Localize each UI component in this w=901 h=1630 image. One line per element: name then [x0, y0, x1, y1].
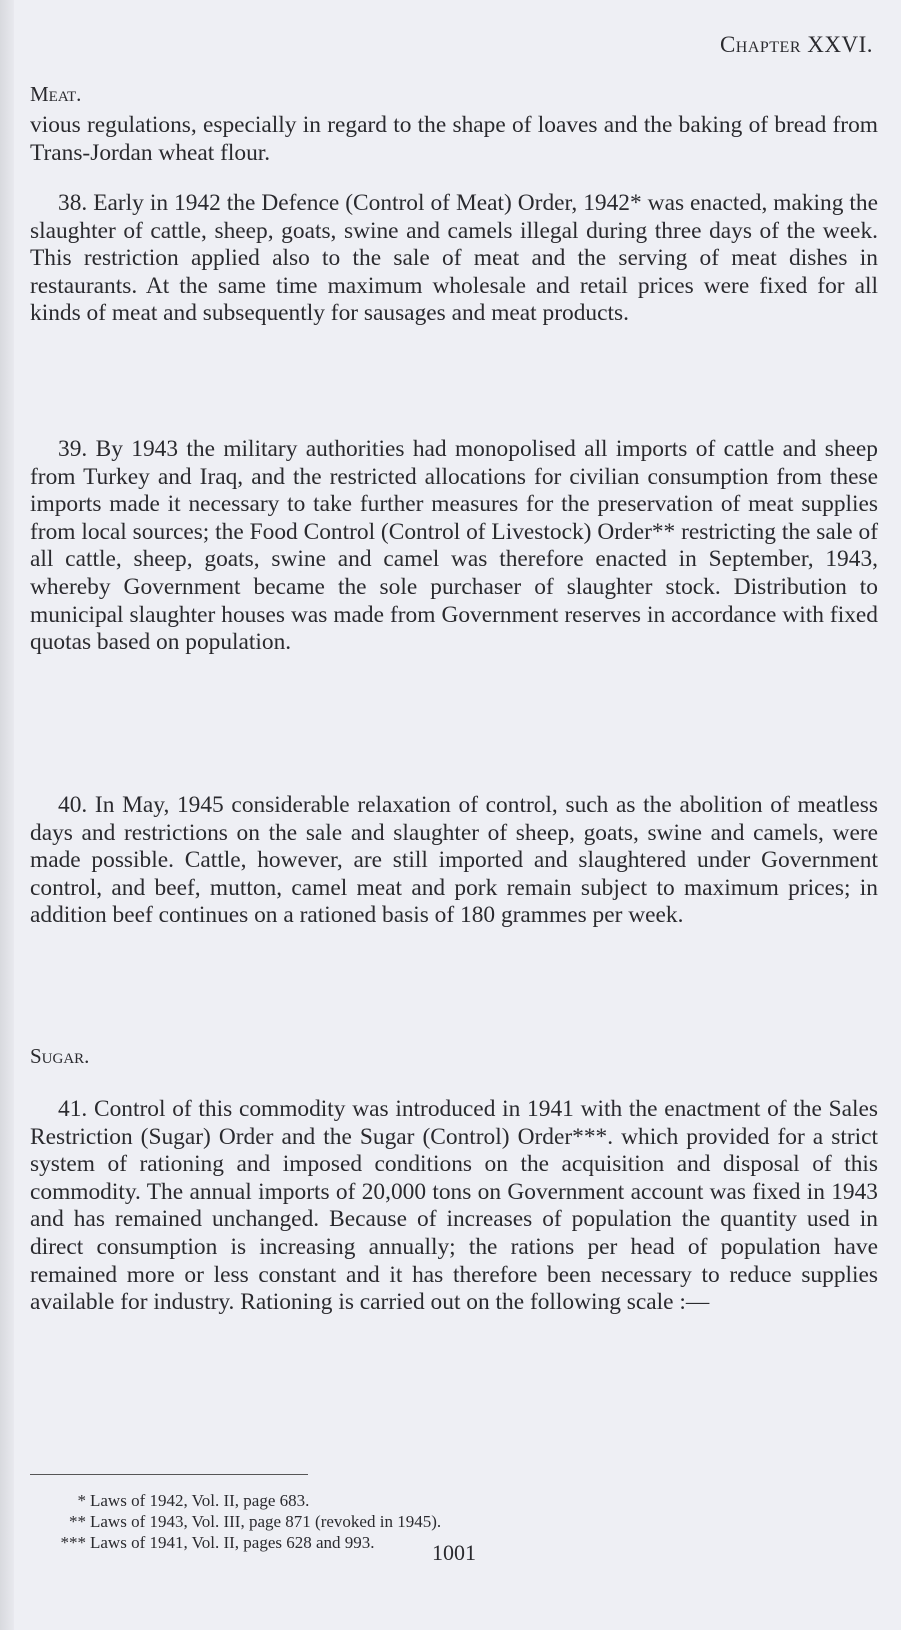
footnote-divider [30, 1474, 308, 1475]
paragraph-text: 40. In May, 1945 considerable relaxation of control, such as the abolition of meatless days and restrictions on the sale and slaughter of sheep, goats, swine and camels, were made possible. Cattle, however, are still imported and slaughtered under Government control, and beef, mutton, camel meat and pork remain subject to maximum prices; in addition beef continues on a rationed basis of 180 grammes per week. [30, 792, 878, 929]
footnote-mark: *** [60, 1533, 86, 1552]
paragraph-continuation: vious regulations, especially in regard to the shape of loaves and the baking of bread from Trans-Jordan wheat flour. [30, 112, 878, 166]
footnote-text: Laws of 1942, Vol. II, page 683. [90, 1491, 310, 1510]
paragraph-text: 41. Control of this commodity was introduced in 1941 with the enactment of the Sales Restriction (Sugar) Order and the Sugar (Control) Order***. which provided for a strict system of rationing and imposed conditions on the acquisition and disposal of this commodity. The annual imports of 20,000 tons on Government account was fixed in 1943 and has remained unchanged. Because of increases of population the quantity used in direct consumption is increasing annually; the rations per head of population have remained more or less constant and it has therefore been necessary to reduce supplies available for industry. Rationing is carried out on the following scale :— [30, 1096, 878, 1316]
paragraph-41 [30, 1096, 878, 1317]
footnote [46, 1490, 441, 1511]
paragraph-38 [30, 190, 878, 328]
paragraph-40 [30, 792, 878, 930]
paragraph-39 [30, 436, 878, 657]
section-heading-sugar: Sugar. [30, 1044, 90, 1068]
footnotes [46, 1490, 441, 1553]
footnote-mark: * [77, 1491, 86, 1510]
chapter-header: Chapter XXVI. [719, 32, 873, 57]
footnote-text: Laws of 1941, Vol. II, pages 628 and 993. [90, 1533, 375, 1552]
footnote-text: Laws of 1943, Vol. III, page 871 (revoked in 1945). [90, 1512, 442, 1531]
page-gutter-shadow [0, 0, 14, 1630]
footnote-mark: ** [69, 1512, 86, 1531]
page-number: 1001 [432, 1540, 476, 1565]
footnote [46, 1532, 441, 1553]
paragraph-text: 38. Early in 1942 the Defence (Control of Meat) Order, 1942* was enacted, making the slaughter of cattle, sheep, goats, swine and camels illegal during three days of the week. This restriction applied also to the sale of meat and the serving of meat dishes in restaurants. At the same time maximum wholesale and retail prices were fixed for all kinds of meat and subsequently for sausages and meat products. [30, 190, 878, 327]
paragraph-text: 39. By 1943 the military authorities had monopolised all imports of cattle and sheep from Turkey and Iraq, and the restricted allocations for civilian consumption from these imports made it necessary to take further measures for the preservation of meat supplies from local sources; the Food Control (Control of Livestock) Order** restricting the sale of all cattle, sheep, goats, swine and camel was therefore enacted in September, 1943, whereby Government became the sole purchaser of slaughter stock. Distribution to municipal slaughter houses was made from Government reserves in accordance with fixed quotas based on population. [30, 436, 878, 656]
footnote [46, 1511, 441, 1532]
section-heading-meat: Meat. [30, 82, 82, 106]
